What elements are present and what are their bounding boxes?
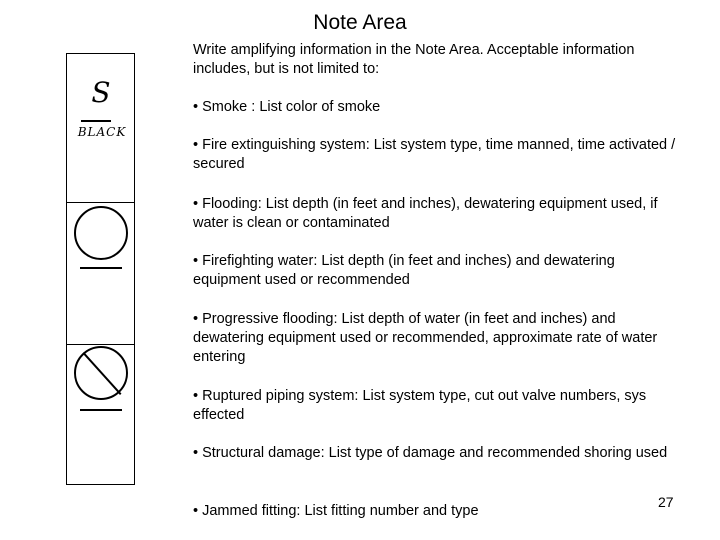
bullet-firefighting-water: • Firefighting water: List depth (in feet and inches) and dewatering equipment used or recommended (193, 253, 615, 288)
divider (67, 344, 134, 345)
bullet-smoke: • Smoke : List color of smoke (193, 99, 381, 115)
bullet-flooding: • Flooding: List depth (in feet and inches), dewatering equipment used, if water is clean or contaminated (193, 196, 658, 231)
bullet-fire-extinguishing: • Fire extinguishing system: List system type, time manned, time activated / secured (193, 137, 676, 172)
intro-text: Write amplifying information in the Note Area. Acceptable information includes, but is not limited to: (193, 42, 635, 77)
smoke-symbol-letter: S (91, 76, 111, 109)
page-title: Note Area (313, 11, 407, 34)
smoke-color-label: BLACK (77, 125, 127, 139)
symbol-column (66, 53, 135, 485)
page-number: 27 (658, 494, 674, 510)
flooding-circle-icon (74, 206, 128, 260)
smoke-symbol-underline (81, 120, 111, 122)
bullet-structural-damage: • Structural damage: List type of damage and recommended shoring used (193, 445, 668, 461)
bullet-ruptured-piping: • Ruptured piping system: List system type, cut out valve numbers, sys effected (193, 388, 647, 423)
divider (67, 202, 134, 203)
flooding-underline (80, 267, 122, 269)
bullet-jammed-fitting: • Jammed fitting: List fitting number and type (193, 503, 479, 519)
progressive-flooding-underline (80, 409, 122, 411)
bullet-progressive-flooding: • Progressive flooding: List depth of water (in feet and inches) and dewatering equipment used or recommended, approximate rate of water entering (193, 311, 658, 365)
